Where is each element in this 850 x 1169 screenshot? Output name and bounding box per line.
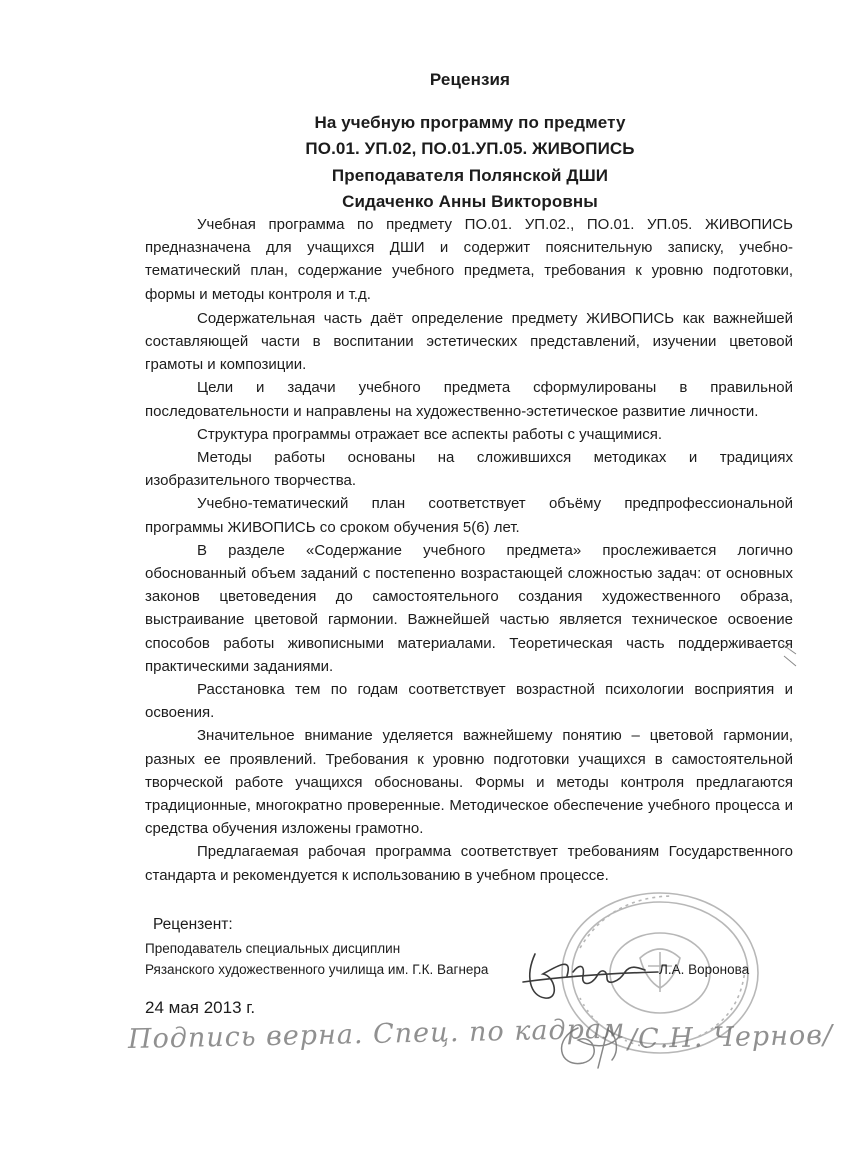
handwritten-certification (127, 1013, 834, 1084)
paragraph-4: Структура программы отражает все аспекты работы с учащимися. (197, 425, 662, 443)
paragraph-9: Значительное внимание уделяется важнейшему понятию – цветовой гармонии, разных ее проявлений. Требования к уровню подготовки учащихся в самостоятельной творческой работе учащихся обоснованы. Формы и методы контроля предлагаются традиционные, многократно проверенные. Методическое обеспечение учебного процесса и средства обучения изложены грамотно. (145, 727, 793, 838)
hr-signature (548, 1018, 638, 1078)
paragraph-5: Методы работы основаны на сложившихся методиках и традициях изобразительного творчества. (145, 449, 793, 490)
paragraph-6: Учебно-тематический план соответствует объёму предпрофессиональной программы ЖИВОПИСЬ со сроком обучения 5(6) лет. (145, 495, 793, 536)
subtitle-line-1: На учебную программу по предмету (314, 113, 626, 132)
paragraph-8: Расстановка тем по годам соответствует возрастной психологии восприятия и освоения. (145, 681, 793, 722)
paragraph-10: Предлагаемая рабочая программа соответствует требованиям Государственного стандарта и рекомендуется к использованию в учебном процессе. (145, 843, 793, 884)
subtitle-line-4: Сидаченко Анны Викторовны (342, 192, 598, 211)
subtitle-line-3: Преподавателя Полянской ДШИ (331, 166, 609, 185)
subtitle-line-2: ПО.01. УП.02, ПО.01.УП.05. ЖИВОПИСЬ (305, 139, 635, 158)
reviewer-position-line-2: Рязанского художественного училища им. Г.К. Вагнера (145, 962, 489, 977)
review-body (145, 213, 793, 887)
reviewer-name: Л.А. Воронова (659, 962, 750, 977)
handwritten-name: /С.Н. Чернов/ (627, 1019, 834, 1055)
reviewer-signature (515, 946, 665, 1006)
document-date: 24 мая 2013 г. (145, 998, 256, 1017)
paragraph-7: В разделе «Содержание учебного предмета» прослеживается логично обоснованный объем заданий с постепенно возрастающей сложностью задач: от основных законов цветоведения до самостоятельного создания художественного образа, выстраивание цветовой гармонии. Важнейшей частью является техническое освоение способов работы живописными материалами. Теоретическая часть поддерживается практическими заданиями. (145, 541, 793, 675)
document-title: Рецензия (429, 70, 511, 89)
paragraph-3: Цели и задачи учебного предмета сформулированы в правильной последовательности и направлены на художественно-эстетическое развитие личности. (145, 379, 793, 420)
reviewer-position-line-1: Преподаватель специальных дисциплин (145, 941, 401, 956)
margin-mark (780, 640, 800, 670)
paragraph-1: Учебная программа по предмету ПО.01. УП.02., ПО.01. УП.05. ЖИВОПИСЬ предназначена для учащихся ДШИ и содержит пояснительную записку, учебно-тематический план, содержание учебного предмета, требования к уровню подготовки, формы и методы контроля и т.д. (145, 216, 793, 303)
paragraph-2: Содержательная часть даёт определение предмету ЖИВОПИСЬ как важнейшей составляющей части в воспитании эстетических представлений, изучении цветовой грамоты и композиции. (145, 309, 793, 374)
reviewer-label: Рецензент: (153, 916, 233, 933)
handwritten-note: Подпись верна. Спец. по кадрам (127, 1013, 626, 1055)
